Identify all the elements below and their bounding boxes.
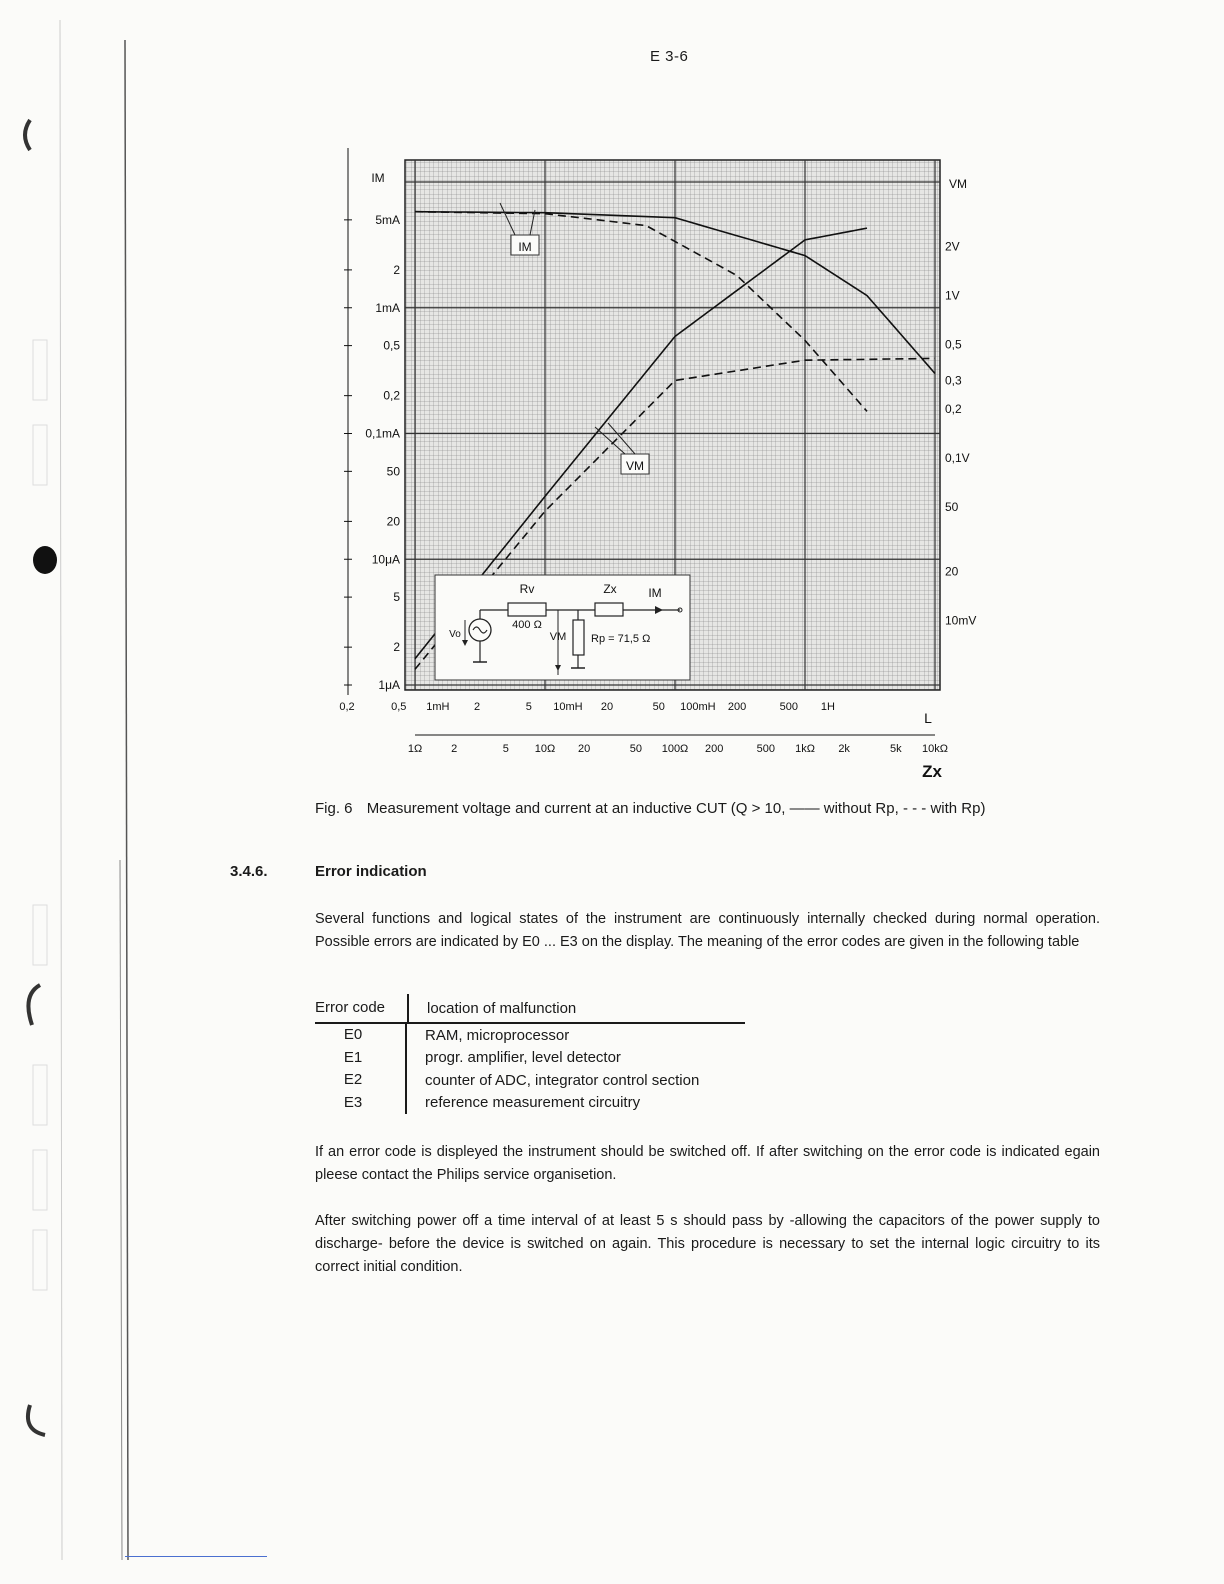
header-error-code: Error code <box>315 994 409 1024</box>
caption-text: Measurement voltage and current at an inductive CUT (Q > 10, <box>366 800 786 817</box>
caption-prefix: Fig. 6 <box>315 800 353 817</box>
inset-vo-label: Vo <box>449 629 461 640</box>
location-cell: counter of ADC, integrator control section <box>425 1071 700 1089</box>
location-cell: RAM, microprocessor <box>425 1026 570 1044</box>
y-left-tick-label: 0,5 <box>383 338 400 353</box>
x-Zx-tick-label: 2 <box>451 743 458 755</box>
y-right-tick-label: 20 <box>945 564 959 579</box>
y-left-tick-label: 1μA <box>378 678 400 692</box>
x-Zx-axis-label: Zx <box>922 762 942 781</box>
y-right-tick-label: 0,1V <box>945 450 970 465</box>
y-left-tick-label: 0,1mA <box>365 426 400 441</box>
y-right-tick-label: 1V <box>945 288 960 303</box>
section-title: Error indication <box>315 863 427 880</box>
y-right-tick-label: 0,3 <box>945 373 962 388</box>
y-left-tick-label: 10μA <box>371 552 400 567</box>
binder-edge <box>0 0 135 1584</box>
table-header <box>315 995 745 1024</box>
x-L-tick-label: 5 <box>525 701 532 713</box>
x-Zx-tick-label: 500 <box>756 743 776 755</box>
x-Zx-tick-label: 1Ω <box>407 743 423 755</box>
error-code-table <box>315 995 745 1114</box>
curve-label-vm: VM <box>626 459 644 473</box>
legend-dashed: - - - with Rp) <box>902 800 986 817</box>
legend-solid: —— without Rp, <box>789 800 899 817</box>
x-Zx-tick-label: 5k <box>890 743 902 755</box>
x-Zx-tick-label: 10kΩ <box>922 743 948 755</box>
x-Zx-tick-label: 50 <box>629 743 642 755</box>
y-right-tick-label: 50 <box>945 499 959 514</box>
x-L-tick-label: 1mH <box>426 701 450 713</box>
intro-paragraph: Several functions and logical states of the instrument are continuously internally checked during normal operation. Possible errors are indicated by E0 ... E3 on the display. The meaning of the error codes are given in the following table <box>315 911 1100 950</box>
inset-im-label: IM <box>648 586 662 600</box>
table-row <box>315 1047 745 1070</box>
power-cycle-paragraph: After switching power off a time interval of at least 5 s should pass by -allowing the capacitors of the power supply to discharge- before the device is switched on again. This procedure is necessary to set the internal logic circuitry to its correct initial condition. <box>315 1213 1100 1275</box>
error-action-paragraph: If an error code is displeyed the instrument should be switched off. If after switching on the error code is indicated egain pleese contact the Philips service organisetion. <box>315 1144 1100 1183</box>
x-Zx-tick-label: 100Ω <box>661 743 689 755</box>
y-right-tick-label: 0,5 <box>945 337 962 352</box>
header-location: location of malfunction <box>427 1000 577 1017</box>
y-left-tick-label: 20 <box>386 514 400 529</box>
location-cell: reference measurement circuitry <box>425 1094 641 1112</box>
error-code-cell: E3 <box>315 1092 407 1115</box>
x-L-tick-label: 500 <box>779 701 798 713</box>
y-left-tick-label: 5 <box>393 590 400 605</box>
x-L-tick-label: 10mH <box>553 701 583 713</box>
measurement-chart <box>330 140 1010 785</box>
error-code-cell: E0 <box>315 1024 407 1047</box>
inset-rp-label: Rp = 71,5 Ω <box>591 633 651 645</box>
y-left-tick-label: 50 <box>386 464 400 479</box>
table-row <box>315 1092 745 1115</box>
table-row <box>315 1024 745 1047</box>
table-row <box>315 1069 745 1092</box>
y-left-tick-label: 5mA <box>375 212 400 227</box>
x-L-tick-label: 50 <box>652 701 665 713</box>
location-cell: progr. amplifier, level detector <box>425 1049 621 1067</box>
x-L-tick-label: 2 <box>473 701 481 713</box>
error-code-cell: E1 <box>315 1047 407 1070</box>
x-L-tick-label: 1H <box>820 701 835 713</box>
y-left-tick-label: 0,2 <box>383 388 400 403</box>
bottom-rule <box>125 1556 267 1557</box>
inset-400-label: 400 Ω <box>512 619 542 631</box>
x-L-axis-label: L <box>924 710 932 726</box>
y-left-tick-label: 2 <box>393 262 400 277</box>
x-L-tick-label: 100mH <box>680 701 716 713</box>
y-right-axis-label: VM <box>949 177 967 191</box>
figure-caption <box>315 800 985 817</box>
y-left-tick-label: 1mA <box>375 300 400 315</box>
inset-zx-label: Zx <box>603 582 617 596</box>
x-Zx-tick-label: 1kΩ <box>795 743 815 755</box>
x-L-tick-label: 0,5 <box>391 701 407 713</box>
inset-rv-label: Rv <box>519 582 535 596</box>
x-Zx-tick-label: 5 <box>502 743 509 755</box>
x-Zx-tick-label: 10Ω <box>534 743 556 755</box>
y-right-tick-label: 2V <box>945 239 960 254</box>
x-L-tick-label: 0,2 <box>339 701 355 713</box>
page-number: E 3-6 <box>650 48 689 65</box>
x-Zx-tick-label: 20 <box>578 743 591 755</box>
curve-label-im: IM <box>518 240 532 254</box>
y-right-tick-label: 10mV <box>945 613 977 628</box>
x-L-tick-label: 20 <box>600 701 614 713</box>
inset-vm-label: VM <box>549 631 567 643</box>
x-Zx-tick-label: 200 <box>704 743 724 755</box>
error-code-cell: E2 <box>315 1069 407 1092</box>
y-right-tick-label: 0,2 <box>945 402 962 417</box>
y-left-tick-label: 2 <box>393 640 400 655</box>
section-number: 3.4.6. <box>230 863 268 880</box>
x-L-tick-label: 200 <box>727 701 747 713</box>
x-Zx-tick-label: 2k <box>838 743 850 755</box>
y-left-axis-label: IM <box>371 171 385 185</box>
